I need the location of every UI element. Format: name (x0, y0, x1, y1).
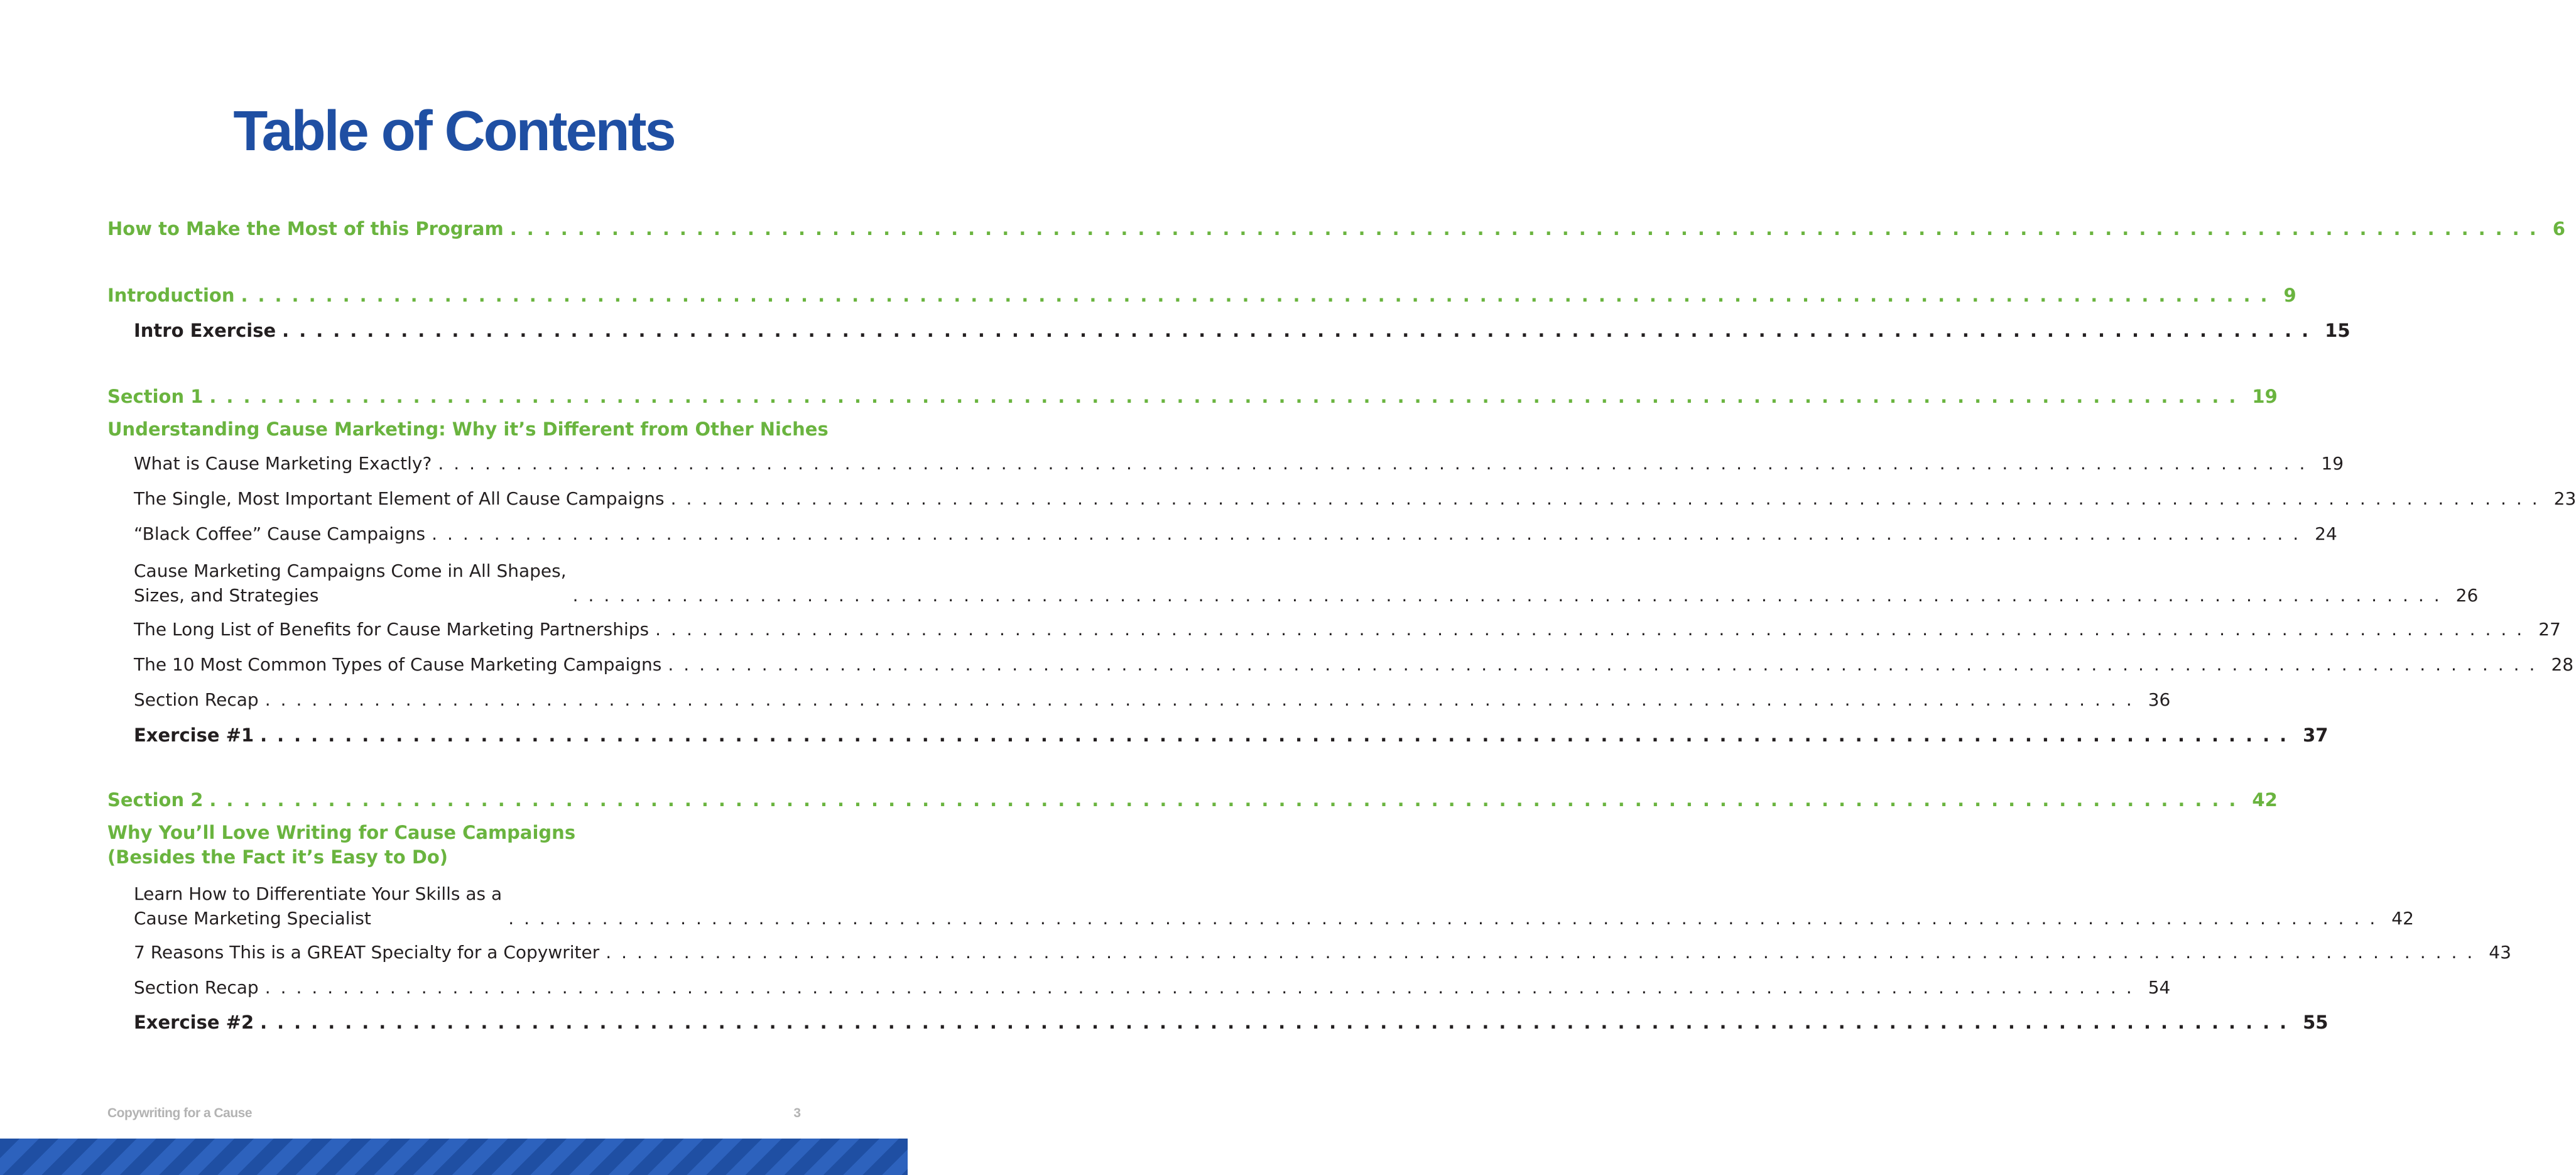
toc-entry-label: Exercise #2 (134, 1012, 254, 1033)
toc-entry-differentiate-skills[interactable] (134, 882, 2414, 931)
toc-entry-shapes-sizes-strategies[interactable] (134, 559, 2479, 608)
toc-entry-label-line: Cause Marketing Specialist (134, 908, 371, 929)
toc-entry-page: 24 (2315, 523, 2337, 544)
dot-leader: ........................................................................................................................ (670, 488, 2548, 509)
toc-entry-page: 42 (2252, 789, 2278, 811)
toc-entry-page: 42 (2391, 908, 2414, 929)
toc-entry-page: 19 (2252, 386, 2278, 407)
dot-leader: ........................................................................................................................ (655, 619, 2533, 640)
dot-leader: ........................................................................................................................ (241, 285, 2278, 306)
toc-entry-label: What is Cause Marketing Exactly? (134, 453, 432, 474)
toc-entry-label: Section 1 (107, 386, 204, 407)
toc-entry-label: Introduction (107, 285, 235, 306)
footer-page-number: 3 (793, 1106, 801, 1120)
toc-entry-how-to-make-the-most[interactable] (107, 218, 2565, 239)
toc-entry-list-of-benefits[interactable] (134, 619, 2561, 640)
toc-entry-page: 6 (2552, 218, 2565, 239)
toc-entry-page: 55 (2303, 1012, 2329, 1033)
dot-leader: ........................................................................................................................ (432, 523, 2309, 544)
toc-entry-7-reasons[interactable] (134, 942, 2511, 963)
dot-leader: ........................................................................................................................ (260, 1012, 2297, 1033)
toc-entry-label-line: Sizes, and Strategies (134, 585, 319, 606)
section-subtitle-line: Understanding Cause Marketing: Why it’s Different from Other Niches (107, 418, 829, 440)
dot-leader: ........................................................................................................................ (260, 724, 2297, 746)
toc-entry-label: “Black Coffee” Cause Campaigns (134, 523, 426, 544)
dot-leader: ........................................................................................................................ (264, 689, 2142, 710)
toc-entry-label (134, 882, 502, 931)
section-subtitle-line: (Besides the Fact it’s Easy to Do) (107, 846, 448, 868)
toc-entry-page: 37 (2303, 724, 2329, 746)
toc-entry-label: How to Make the Most of this Program (107, 218, 504, 239)
toc-entry-page: 43 (2489, 942, 2511, 963)
toc-entry-page: 23 (2553, 488, 2576, 509)
toc-entry-label: 7 Reasons This is a GREAT Specialty for a Copywriter (134, 942, 600, 963)
dot-leader: ........................................................................................................................ (209, 789, 2246, 811)
section-1-subtitle (107, 417, 829, 442)
toc-entry-black-coffee[interactable] (134, 523, 2337, 544)
toc-entry-label: Section 2 (107, 789, 204, 811)
dot-leader: ........................................................................................................................ (508, 908, 2386, 929)
toc-entry-page: 54 (2148, 977, 2171, 998)
toc-entry-introduction[interactable] (107, 285, 2296, 306)
toc-entry-page: 27 (2538, 619, 2561, 640)
section-2-subtitle (107, 821, 575, 870)
dot-leader: ........................................................................................................................ (209, 386, 2246, 407)
toc-entry-exercise-2[interactable] (134, 1012, 2329, 1033)
toc-entry-label: Section Recap (134, 689, 259, 710)
toc-entry-label: The Long List of Benefits for Cause Marketing Partnerships (134, 619, 649, 640)
toc-entry-page: 19 (2321, 453, 2344, 474)
toc-entry-intro-exercise[interactable] (134, 320, 2350, 341)
dot-leader: ........................................................................................................................ (438, 453, 2315, 474)
toc-entry-label: Section Recap (134, 977, 259, 998)
footer-stripe-band (0, 1139, 908, 1175)
toc-entry-label-line: Cause Marketing Campaigns Come in All Shapes, (134, 560, 567, 581)
toc-entry-what-is-cause-marketing[interactable] (134, 453, 2344, 474)
dot-leader: ........................................................................................................................ (282, 320, 2319, 341)
dot-leader: ........................................................................................................................ (606, 942, 2483, 963)
toc-entry-page: 28 (2551, 654, 2574, 675)
toc-entry-page: 9 (2283, 285, 2296, 306)
toc-entry-page: 15 (2325, 320, 2350, 341)
toc-entry-exercise-1[interactable] (134, 724, 2329, 746)
section-subtitle-line: Why You’ll Love Writing for Cause Campaigns (107, 822, 576, 843)
toc-entry-label-line: Learn How to Differentiate Your Skills as a (134, 883, 503, 904)
page-title: Table of Contents (233, 100, 675, 163)
toc-entry-section-recap-1[interactable] (134, 689, 2171, 710)
toc-entry-section-2[interactable] (107, 789, 2278, 811)
toc-entry-label: Intro Exercise (134, 320, 276, 341)
toc-entry-label: The 10 Most Common Types of Cause Marketing Campaigns (134, 654, 662, 675)
dot-leader: ........................................................................................................................ (572, 585, 2450, 606)
toc-entry-label: The Single, Most Important Element of All Cause Campaigns (134, 488, 665, 509)
toc-entry-label (134, 559, 567, 608)
toc-entry-10-common-types[interactable] (134, 654, 2574, 675)
dot-leader: ........................................................................................................................ (509, 218, 2546, 239)
dot-leader: ........................................................................................................................ (668, 654, 2545, 675)
toc-entry-most-important-element[interactable] (134, 488, 2576, 509)
toc-entry-section-1[interactable] (107, 386, 2278, 407)
toc-entry-section-recap-2[interactable] (134, 977, 2171, 998)
dot-leader: ........................................................................................................................ (264, 977, 2142, 998)
footer-book-title: Copywriting for a Cause (107, 1106, 253, 1120)
toc-entry-label: Exercise #1 (134, 724, 254, 746)
toc-entry-page: 36 (2148, 689, 2171, 710)
toc-entry-page: 26 (2455, 585, 2479, 606)
